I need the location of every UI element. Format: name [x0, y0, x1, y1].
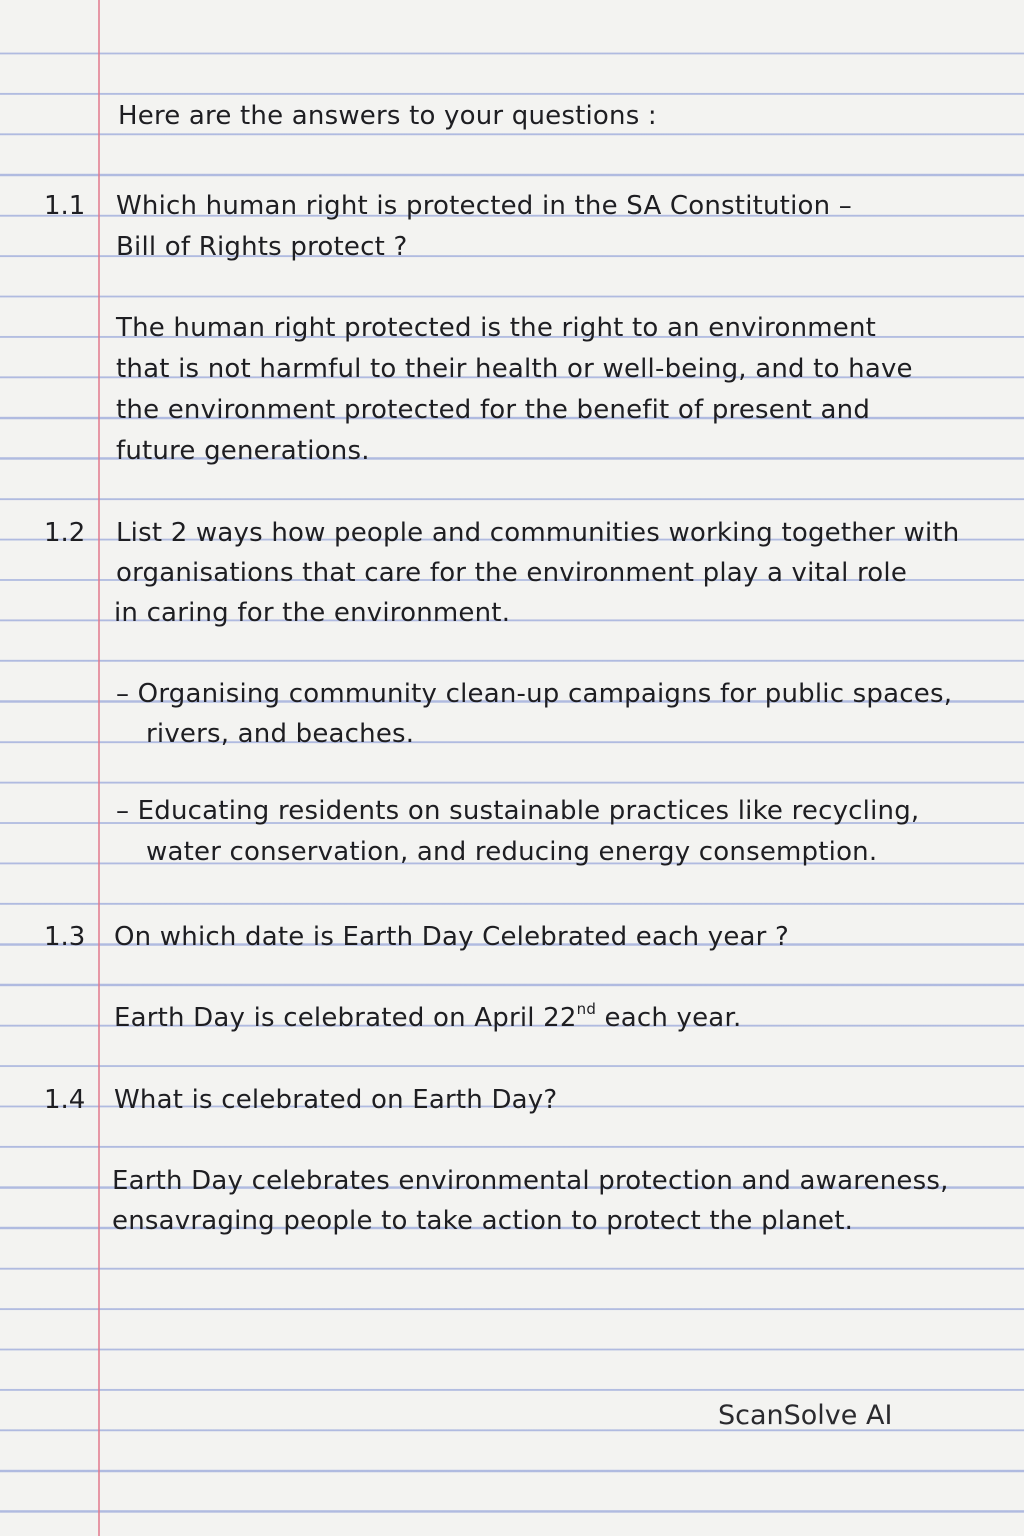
bullet-2-line-2: water conservation, and reducing energy consemption.	[146, 837, 878, 867]
answer-1-4-line-2: ensavraging people to take action to protect the planet.	[112, 1206, 854, 1236]
question-1-4-line-1: What is celebrated on Earth Day?	[114, 1085, 558, 1115]
answer-1-3-text: Earth Day is celebrated on April 22	[114, 1003, 577, 1033]
question-1-3-line-1: On which date is Earth Day Celebrated each year ?	[114, 922, 790, 952]
answer-1-1-line-2: that is not harmful to their health or well-being, and to have	[116, 354, 913, 384]
question-number-1-2: 1.2	[44, 518, 86, 548]
answer-1-1-line-1: The human right protected is the right to an environment	[116, 313, 877, 343]
answer-1-1-line-3: the environment protected for the benefit of present and	[116, 395, 871, 425]
intro-text: Here are the answers to your questions :	[118, 101, 657, 131]
question-1-1-line-2: Bill of Rights protect ?	[116, 232, 408, 262]
question-number-1-4: 1.4	[44, 1085, 86, 1115]
question-1-1-line-1: Which human right is protected in the SA Constitution –	[116, 191, 852, 221]
question-number-1-3: 1.3	[44, 922, 86, 952]
question-number-1-1: 1.1	[44, 191, 86, 221]
question-1-2-line-1: List 2 ways how people and communities working together with	[116, 518, 960, 548]
question-1-2-line-2: organisations that care for the environment play a vital role	[116, 558, 908, 588]
bullet-2-line-1: – Educating residents on sustainable practices like recycling,	[116, 796, 920, 826]
question-1-2-line-3: in caring for the environment.	[114, 598, 511, 628]
answer-1-3-superscript: nd	[576, 1000, 597, 1018]
answer-1-4-line-1: Earth Day celebrates environmental protection and awareness,	[112, 1166, 949, 1196]
answer-1-1-line-4: future generations.	[116, 436, 370, 466]
footer-brand: ScanSolve AI	[718, 1400, 893, 1431]
bullet-1-line-2: rivers, and beaches.	[146, 719, 415, 749]
bullet-1-line-1: – Organising community clean-up campaigns for public spaces,	[116, 679, 953, 709]
answer-1-3-text-end: each year.	[596, 1003, 742, 1033]
answer-1-3	[114, 1002, 741, 1034]
